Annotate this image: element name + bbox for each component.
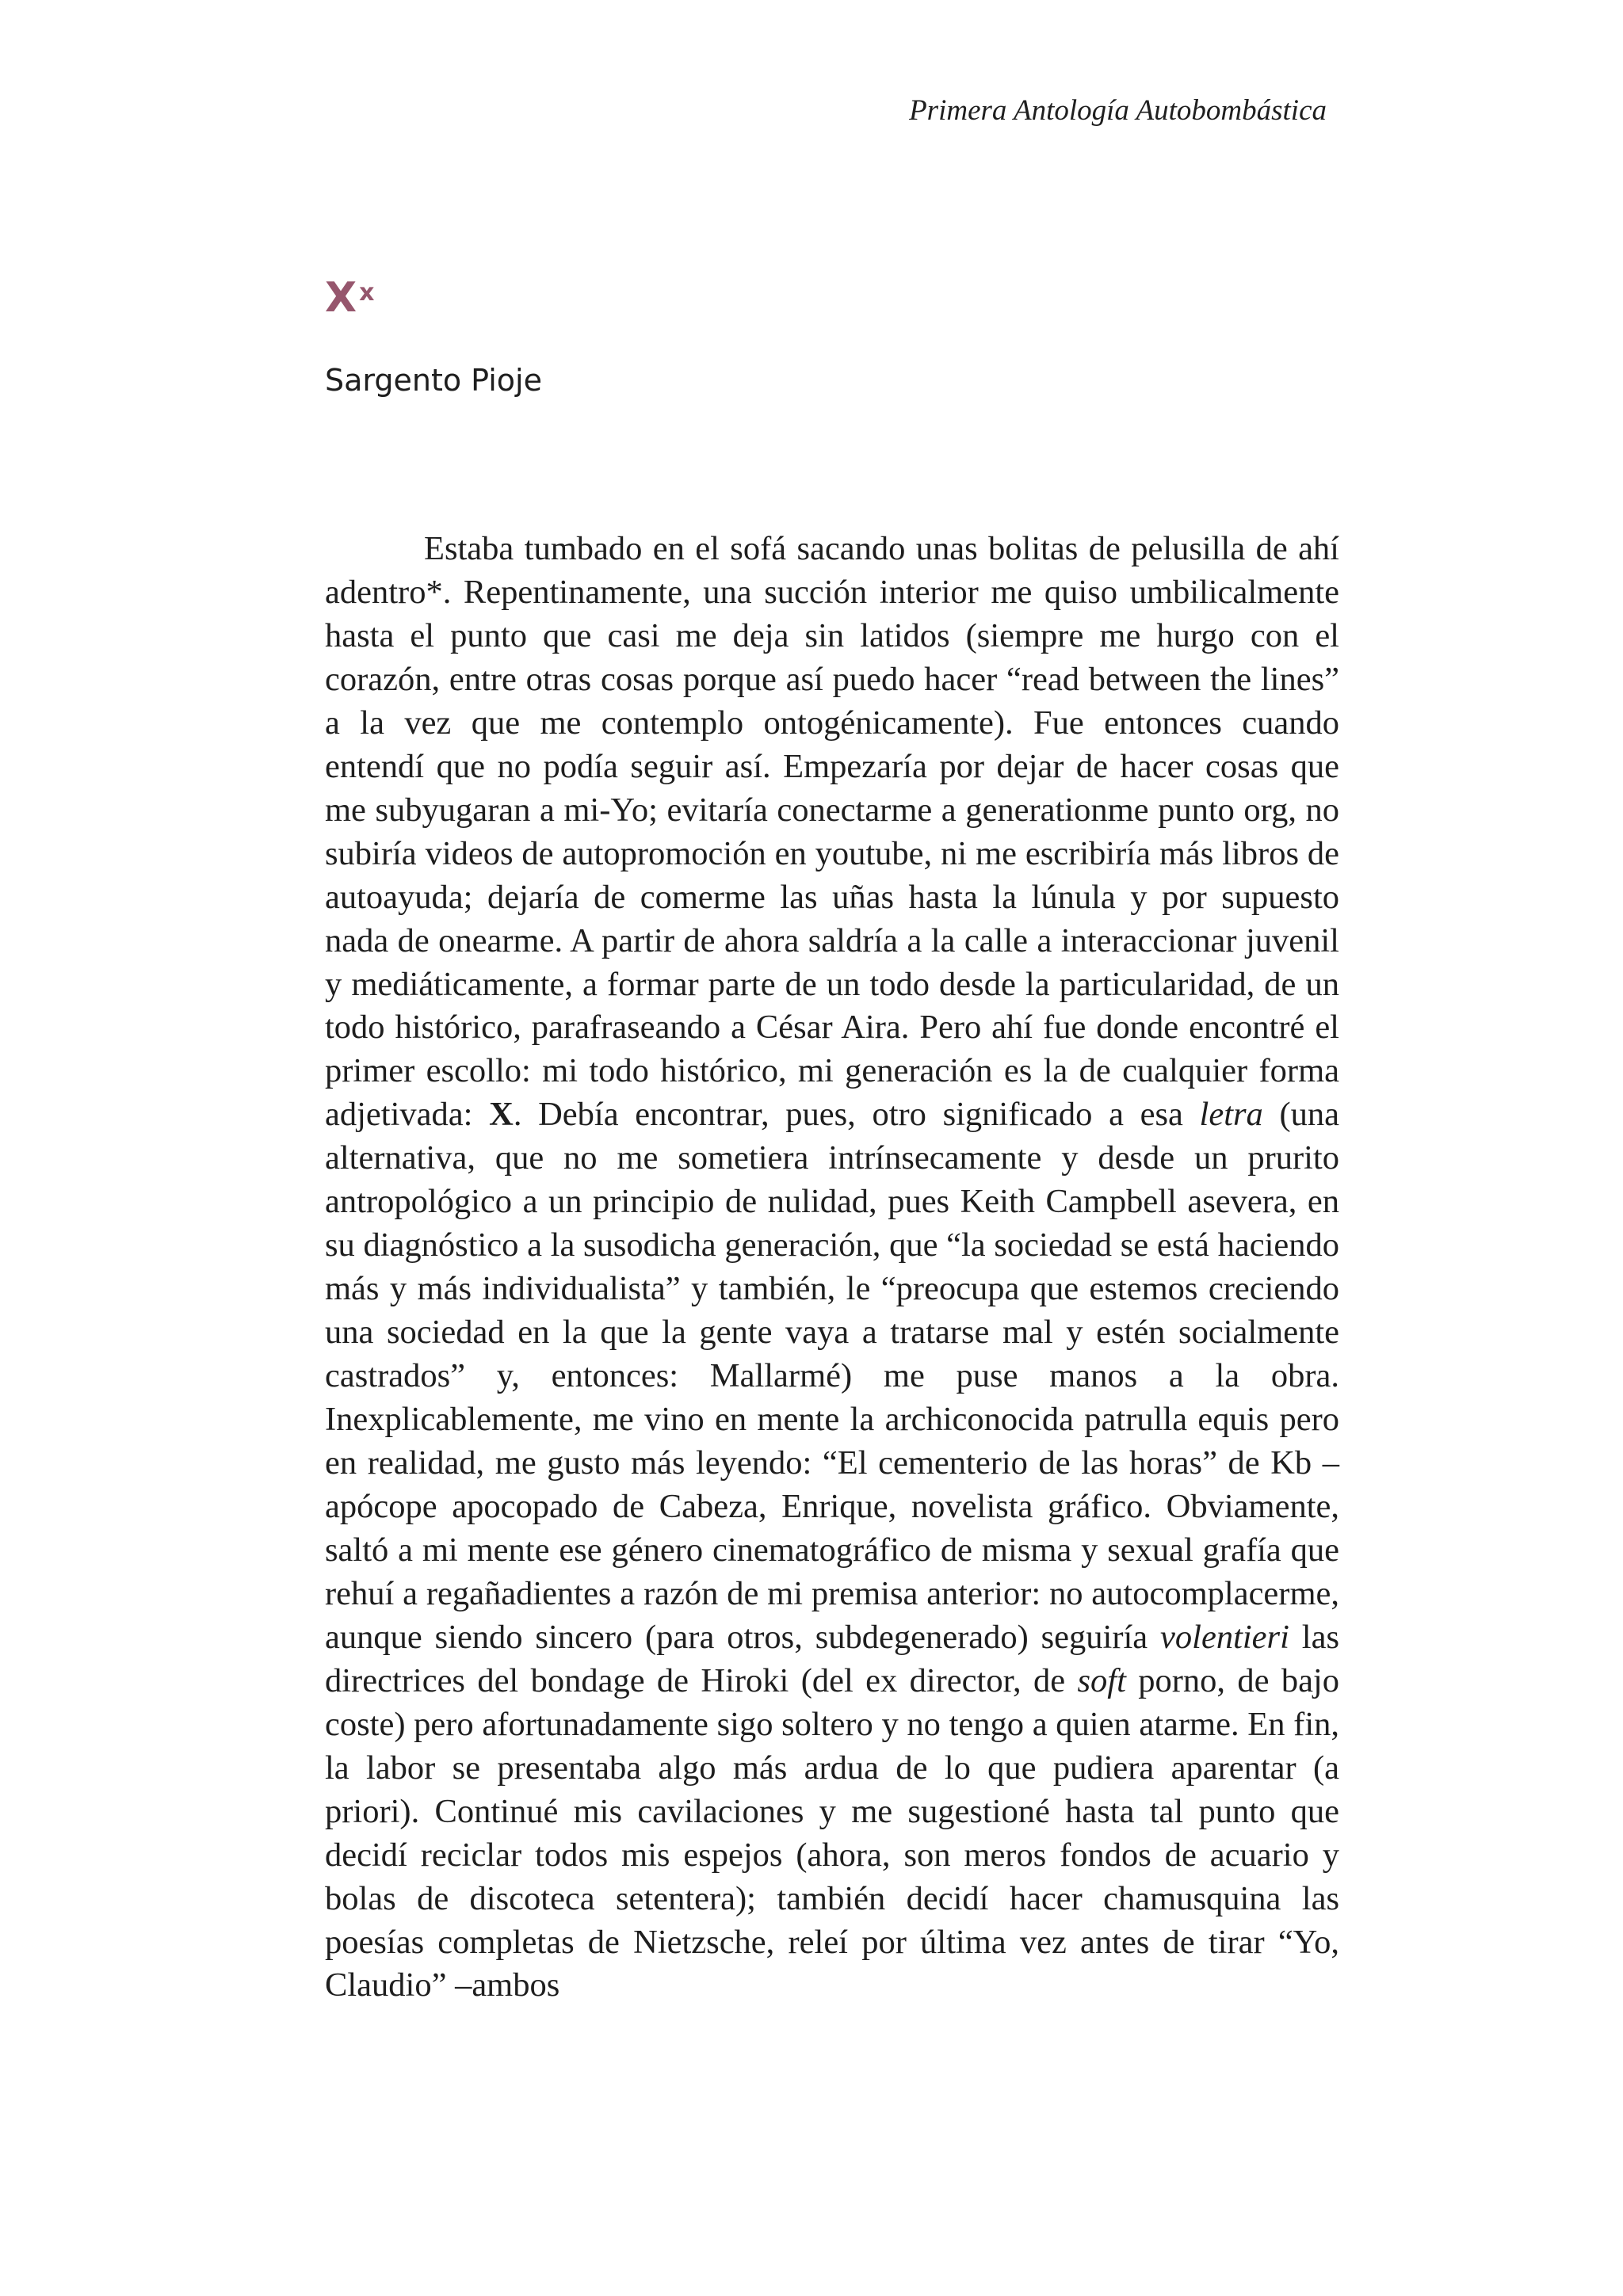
bold-x: X [489,1096,514,1134]
italic-letra: letra [1199,1096,1263,1134]
body-text-segment: Estaba tumbado en el sofá sacando unas bolitas de pelusilla de ahí adentro*. Repentinamente, una succión interior me quiso umbilicalmente hasta el punto que casi me deja sin latidos (siempre me hurgo con el corazón, entre otras cosas porque así puedo hacer “read between the lines” a la vez que me contemplo ontogénicamente). Fue entonces cuando entendí que no podía seguir así. Empezaría por dejar de hacer cosas que me subyugaran a mi-Yo; evitaría conectarme a generationme punto org, no subiría videos de autopromoción en youtube, ni me escribiría más libros de autoayuda; dejaría de comerme las uñas hasta la lúnula y por supuesto nada de onearme. A partir de ahora saldría a la calle a interaccionar juvenil y mediáticamente, a formar parte de un todo desde la particularidad, de un todo histórico, parafraseando a César Aira. Pero ahí fue donde encontré el primer escollo: mi todo histórico, mi generación es la de cualquier forma adjetivada: [325,530,1339,1134]
running-header: Primera Antología Autobombástica [909,94,1327,127]
body-text-segment: . Debía encontrar, pues, otro significado a esa [513,1096,1200,1134]
italic-volentieri: volentieri [1160,1618,1289,1656]
italic-soft: soft [1077,1661,1126,1699]
body-paragraph [325,528,1339,2008]
body-text-segment: porno, de bajo coste) pero afortunadamente sigo soltero y no tengo a quien atarme. En fin, la labor se presentaba algo más ardua de lo que pudiera aparentar (a priori). Continué mis cavilaciones y me sugestioné hasta tal punto que decidí reciclar todos mis espejos (ahora, son meros fondos de acuario y bolas de discoteca setentera); también decidí hacer chamusquina las poesías completas de Nietzsche, releí por última vez antes de tirar “Yo, Claudio” –ambos [325,1661,1339,2004]
chapter-title-superscript: x [359,279,375,307]
chapter-title [325,274,374,322]
author-name: Sargento Pioje [325,363,542,398]
chapter-title-letter: X [325,274,357,322]
body-text-segment: las directrices del bondage de Hiroki (del ex director, de [325,1618,1339,1699]
body-text-segment: (una alternativa, que no me sometiera intrínsecamente y desde un prurito antropológico a un principio de nulidad, pues Keith Campbell asevera, en su diagnóstico a la susodicha generación, que “la sociedad se está haciendo más y más individualista” y también, le “preocupa que estemos creciendo una sociedad en la que la gente vaya a tratarse mal y estén socialmente castrados” y, entonces: Mallarmé) me puse manos a la obra. Inexplicablemente, me vino en mente la archiconocida patrulla equis pero en realidad, me gusto más leyendo: “El cementerio de las horas” de Kb –apócope apocopado de Cabeza, Enrique, novelista gráfico. Obviamente, saltó a mi mente ese género cinematográfico de misma y sexual grafía que rehuí a regañadientes a razón de mi premisa anterior: no autocomplacerme, aunque siendo sincero (para otros, subdegenerado) seguiría [325,1096,1339,1656]
